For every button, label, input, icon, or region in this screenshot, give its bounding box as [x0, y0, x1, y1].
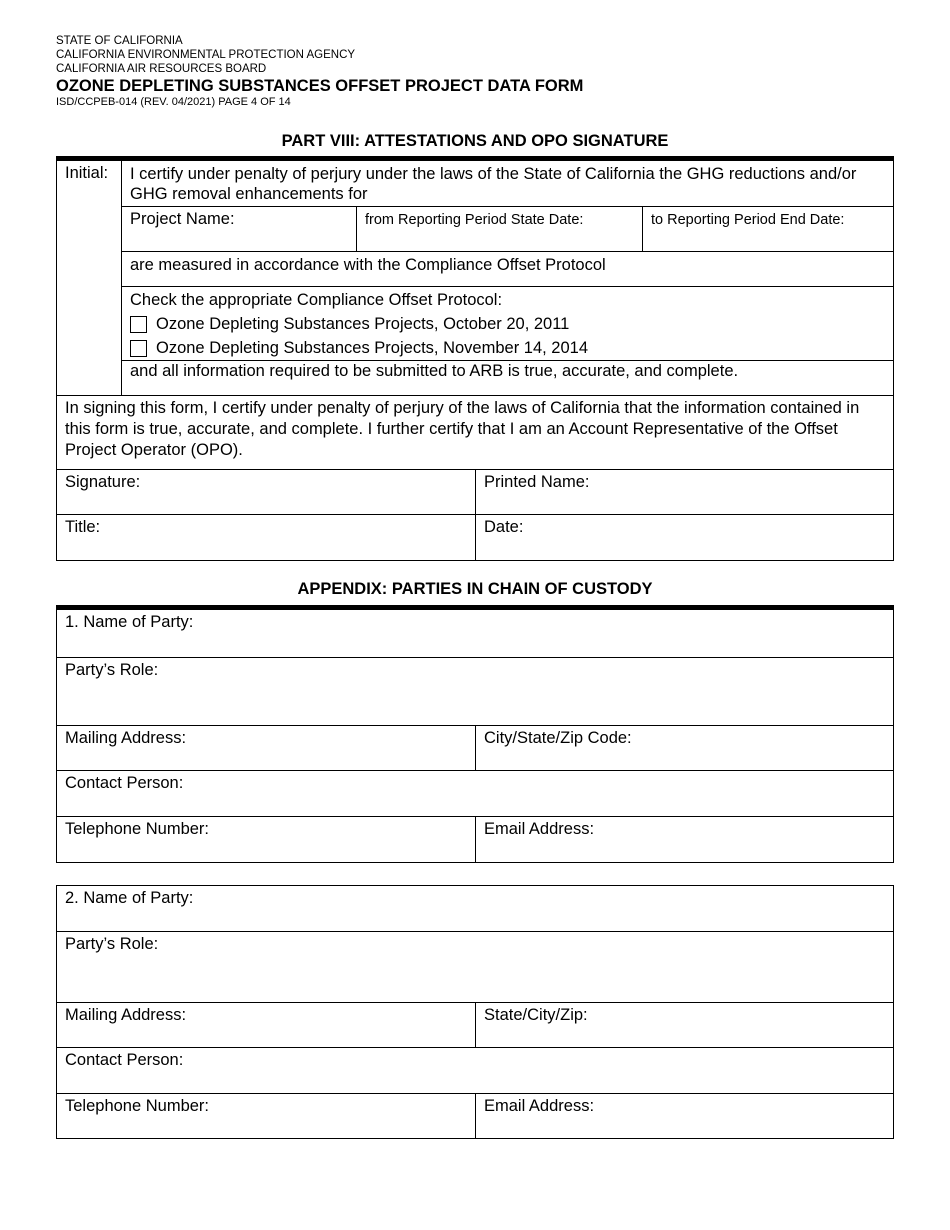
party1-mailing-field[interactable]: [56, 725, 476, 771]
board-line: CALIFORNIA AIR RESOURCES BOARD: [56, 63, 267, 75]
party1-role-field[interactable]: [56, 657, 894, 726]
option-2011-label: Ozone Depleting Substances Projects, October 20, 2011: [156, 315, 570, 333]
party2-city-label: State/City/Zip:: [484, 1006, 588, 1024]
end-date-field[interactable]: [642, 206, 894, 252]
party2-contact-field[interactable]: [56, 1047, 894, 1094]
party2-email-field[interactable]: [475, 1093, 894, 1139]
party2-phone-field[interactable]: [56, 1093, 476, 1139]
date-label: Date:: [484, 518, 524, 536]
printed-name-field[interactable]: [475, 469, 894, 515]
info-text: and all information required to be submitted to ARB is true, accurate, and complete.: [121, 360, 894, 396]
initial-cell[interactable]: [56, 161, 122, 396]
party2-mailing-field[interactable]: [56, 1002, 476, 1048]
party1-contact-label: Contact Person:: [65, 774, 184, 792]
agency-line: CALIFORNIA ENVIRONMENTAL PROTECTION AGENCY: [56, 49, 356, 61]
start-date-field[interactable]: [356, 206, 643, 252]
certify-text: I certify under penalty of perjury under the laws of the State of California the GHG reductions and/or GHG removal enhancements for: [121, 161, 894, 207]
title-label: Title:: [65, 518, 101, 536]
measured-text: are measured in accordance with the Compliance Offset Protocol: [121, 251, 894, 287]
party2-email-label: Email Address:: [484, 1097, 595, 1115]
option-2014-label: Ozone Depleting Substances Projects, November 14, 2014: [156, 339, 588, 357]
party1-role-label: Party’s Role:: [65, 661, 159, 679]
protocol-option-2011[interactable]: [130, 312, 885, 336]
party1-email-label: Email Address:: [484, 820, 595, 838]
party1-name-label: 1. Name of Party:: [65, 613, 194, 631]
signature-field[interactable]: [56, 469, 476, 515]
project-name-label: Project Name:: [130, 210, 235, 228]
party2-role-field[interactable]: [56, 931, 894, 1003]
signature-label: Signature:: [65, 473, 141, 491]
date-field[interactable]: [475, 514, 894, 561]
project-name-field[interactable]: [121, 206, 357, 252]
checkbox-2014[interactable]: [130, 340, 147, 357]
party2-city-field[interactable]: [475, 1002, 894, 1048]
checkbox-2011[interactable]: [130, 316, 147, 333]
protocol-section: [121, 286, 894, 361]
party2-name-label: 2. Name of Party:: [65, 889, 194, 907]
party2-phone-label: Telephone Number:: [65, 1097, 210, 1115]
protocol-check-label: Check the appropriate Compliance Offset Protocol:: [130, 291, 503, 309]
form-title: OZONE DEPLETING SUBSTANCES OFFSET PROJECT DATA FORM: [56, 77, 584, 95]
party2-role-label: Party’s Role:: [65, 935, 159, 953]
start-date-label: from Reporting Period State Date:: [365, 212, 584, 228]
party1-city-field[interactable]: [475, 725, 894, 771]
signing-text: In signing this form, I certify under penalty of perjury of the laws of California that the information contained in this form is true, accurate, and complete. I further certify that I am an Account Representative of the Offset Project Operator (OPO).: [56, 395, 894, 470]
appendix-title: APPENDIX: PARTIES IN CHAIN OF CUSTODY: [297, 580, 653, 598]
printed-name-label: Printed Name:: [484, 473, 590, 491]
form-header: [56, 34, 583, 109]
party1-phone-label: Telephone Number:: [65, 820, 210, 838]
initial-label: Initial:: [65, 164, 109, 182]
party2-name-field[interactable]: [56, 885, 894, 932]
party1-phone-field[interactable]: [56, 816, 476, 863]
state-line: STATE OF CALIFORNIA: [56, 35, 183, 47]
party1-name-field[interactable]: [56, 610, 894, 658]
part8-title: PART VIII: ATTESTATIONS AND OPO SIGNATURE: [281, 132, 669, 150]
party1-city-label: City/State/Zip Code:: [484, 729, 632, 747]
form-revision: ISD/CCPEB-014 (REV. 04/2021) PAGE 4 OF 14: [56, 96, 291, 108]
party2-contact-label: Contact Person:: [65, 1051, 184, 1069]
party1-contact-field[interactable]: [56, 770, 894, 817]
end-date-label: to Reporting Period End Date:: [651, 212, 845, 228]
title-field[interactable]: [56, 514, 476, 561]
party1-mailing-label: Mailing Address:: [65, 729, 187, 747]
party1-email-field[interactable]: [475, 816, 894, 863]
protocol-option-2014[interactable]: [130, 336, 885, 360]
party2-mailing-label: Mailing Address:: [65, 1006, 187, 1024]
